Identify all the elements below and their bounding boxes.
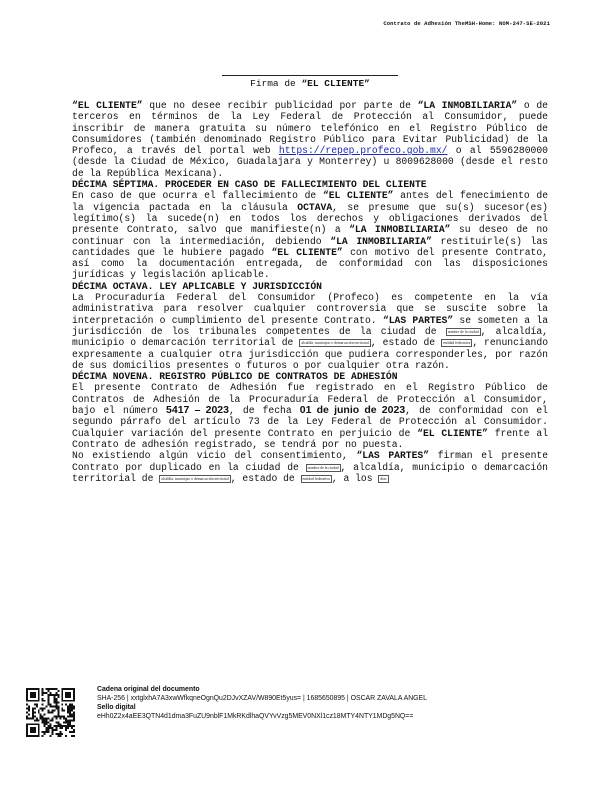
registration-date: 01 de junio de 2023 (299, 404, 406, 417)
seal-title: Sello digital (97, 704, 136, 711)
clause-19-signing-text: No existiendo algún vicio del consentimiento, “LAS PARTES” firman el presente Contrato por duplicado en la ciudad de nombre de la ciudad , alcaldía, municipio o demarcación territorial de alcaldía, municipio o demarcación territorial , estado de entidad federativa , a los días (72, 450, 549, 484)
city-placeholder-box: nombre de la ciudad (447, 329, 479, 334)
chain-title: Cadena original del documento (97, 686, 200, 693)
days-placeholder-box: días (380, 476, 387, 481)
municipality-placeholder-box: alcaldía, municipio o demarcación territorial (161, 476, 229, 481)
document-header: Contrato de Adhesión TheMSH-Home: NOM-247-SE-2021 (383, 20, 550, 27)
state-placeholder-box: entidad federativa (302, 476, 330, 481)
signature-label: Firma de “EL CLIENTE” (250, 78, 370, 89)
clause-19-text: El presente Contrato de Adhesión fue registrado en el Registro Público de Contratos de Adhesión de la Procuraduría Federal de Protección al Consumidor, bajo el número 5417 – 2023, de fecha 01 de junio de 2023, de conformidad con el segundo párrafo del artículo 73 de la Ley Federal de Protección al Consumidor. Cualquier variación del presente Contrato en perjuicio de “EL CLIENTE” frente al Contrato de adhesión registrado, se tendrá por no puesta. (72, 382, 549, 450)
city-placeholder-box: nombre de la ciudad (307, 465, 339, 470)
clause-17-title: DÉCIMA SÉPTIMA. PROCEDER EN CASO DE FALLECIMIENTO DEL CLIENTE (72, 179, 427, 191)
digital-signature-footer (97, 685, 557, 721)
registration-number: 5417 – 2023 (166, 404, 229, 417)
contract-body (72, 100, 548, 484)
publicity-paragraph: “EL CLIENTE” que no desee recibir publicidad por parte de “LA INMOBILIARIA” o de terceros en términos de la Ley Federal de Protección al Consumidor, puede inscribir de manera gratuita su número telefónico en el Registro Público de Consumidores (también denominado Registro Público para Evitar Publicidad) de la Profeco, a través del portal web https://repep.profeco.gob.mx/ o al 5596280000 (desde la Ciudad de México, Guadalajara y Monterrey) u 8009628000 (desde el resto de la República Mexicana). (72, 100, 548, 179)
clause-18-title: DÉCIMA OCTAVA. LEY APLICABLE Y JURISDICCIÓN (72, 280, 322, 292)
municipality-placeholder-box: alcaldía, municipio o demarcación territorial (301, 341, 369, 346)
signature-line (222, 75, 398, 76)
qr-code-icon (26, 688, 75, 737)
repep-link[interactable]: https://repep.profeco.gob.mx/ (278, 145, 448, 157)
clause-18-text: La Procuraduría Federal del Consumidor (Profeco) es competente en la vía administrativa para resolver cualquier controversia que se suscite sobre la interpretación o cumplimiento del presente Contrato. “LAS PARTES” se someten a la jurisdicción de los tribunales competentes de la ciudad de nombre de la ciudad , alcaldía, municipio o demarcación territorial de alcaldía, municipio o demarcación territorial , estado de entidad federativa , renunciando expresamente a cualquier otra jurisdicción que pudiera corresponderles, por razón de sus domicilios presentes o futuros o por cualquier otra razón. (72, 292, 549, 371)
clause-19-title: DÉCIMA NOVENA. REGISTRO PÚBLICO DE CONTRATOS DE ADHESIÓN (72, 371, 398, 383)
clause-17-text: En caso de que ocurra el fallecimiento de “EL CLIENTE” antes del fenecimiento de la vigencia pactada en la cláusula OCTAVA, se presume que su(s) sucesor(es) legítimo(s) la sucede(n) en todos los derechos y obligaciones derivados del presente Contrato, salvo que manifieste(n) a “LA INMOBILIARIA” su deseo de no continuar con la intermediación, debiendo “LA INMOBILIARIA” restituirle(s) las cantidades que le hubiere pagado “EL CLIENTE” con motivo del presente Contrato, así como la documentación entregada, de conformidad con las disposiciones jurídicas y legislación aplicable. (72, 190, 549, 281)
state-placeholder-box: entidad federativa (443, 341, 471, 346)
chain-value: SHA-256 | xxtglxhA7A3xwWfkqneOgnQu2DJvXZAV/W890Et5yus= | 1685650895 | OSCAR ZAVALA ANGEL (97, 695, 427, 702)
seal-value: eHh0Z2x4aEE3QTN4d1dma3FuZU9nblF1MkRKdlhaQVYvVzg5MEV0NXl1cz18MTY4NTY1MDg5NQ== (97, 713, 414, 720)
